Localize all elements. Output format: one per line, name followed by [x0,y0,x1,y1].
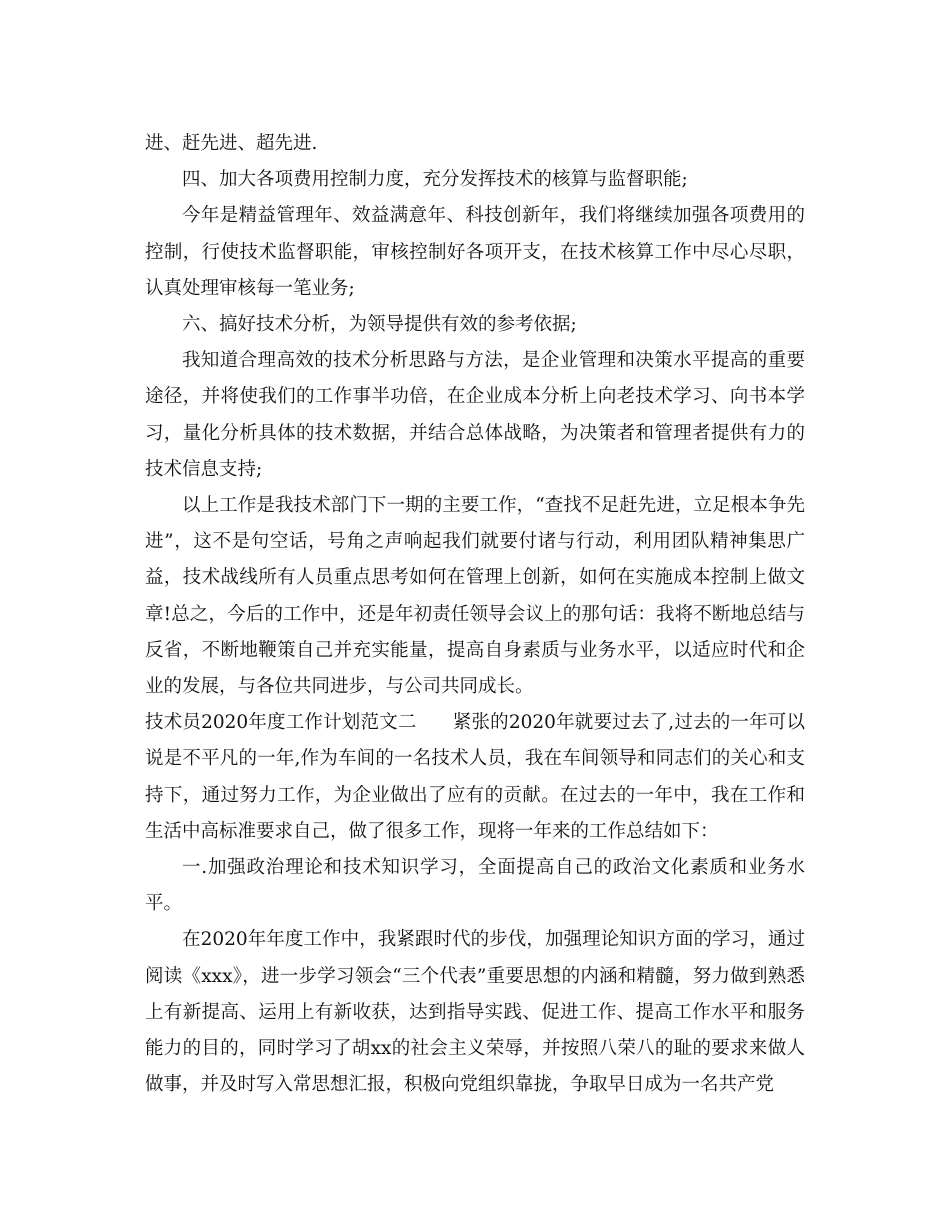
paragraph-analysis: 我知道合理高效的技术分析思路与方法，是企业管理和决策水平提高的重要途径，并将使我们的工作事半功倍，在企业成本分析上向老技术学习、向书本学习，量化分析具体的技术数据，并结合总体战略，为决策者和管理者提供有力的技术信息支持; [145,350,805,480]
section-intro: 紧张的2020年就要过去了,过去的一年可以说是不平凡的一年,作为车间的一名技术人员，我在车间领导和同志们的关心和支持下，通过努力工作，为企业做出了应有的贡献。在过去的一年中，我在工作和生活中高标准要求自己，做了很多工作，现将一年来的工作总结如下： [145,712,805,842]
paragraph-continuation: 进、赶先进、超先进. [145,133,318,154]
paragraph-heading-four: 四、加大各项费用控制力度，充分发挥技术的核算与监督职能; [182,169,688,191]
section-title: 技术员2020年度工作计划范文二 [145,712,417,734]
paragraph-heading-six: 六、搞好技术分析，为领导提供有效的参考依据; [182,314,577,336]
section-intro-paragraph [145,705,805,850]
paragraph-study-heading: 一.加强政治理论和技术知识学习，全面提高自己的政治文化素质和业务水平。 [145,857,805,915]
paragraph-cost-control: 今年是精益管理年、效益满意年、科技创新年，我们将继续加强各项费用的控制，行使技术监督职能，审核控制好各项开支，在技术核算工作中尽心尽职，认真处理审核每一笔业务; [145,205,805,299]
paragraph-summary: 以上工作是我技术部门下一期的主要工作，“查找不足赶先进，立足根本争先进”，这不是句空话，号角之声响起我们就要付诸与行动，利用团队精神集思广益，技术战线所有人员重点思考如何在管理上创新，如何在实施成本控制上做文章!总之，今后的工作中，还是年初责任领导会议上的那句话：我将不断地总结与反省，不断地鞭策自己并充实能量，提高自身素质与业务水平，以适应时代和企业的发展，与各位共同进步，与公司共同成长。 [145,495,805,698]
document-body [145,126,805,1103]
paragraph-study-detail: 在2020年年度工作中，我紧跟时代的步伐，加强理论知识方面的学习，通过阅读《xxx》，进一步学习领会“三个代表”重要思想的内涵和精髓，努力做到熟悉上有新提高、运用上有新收获，达到指导实践、促进工作、提高工作水平和服务能力的目的，同时学习了胡xx的社会主义荣辱，并按照八荣八的耻的要求来做人做事，并及时写入常思想汇报，积极向党组织靠拢，争取早日成为一名共产党 [145,929,805,1096]
